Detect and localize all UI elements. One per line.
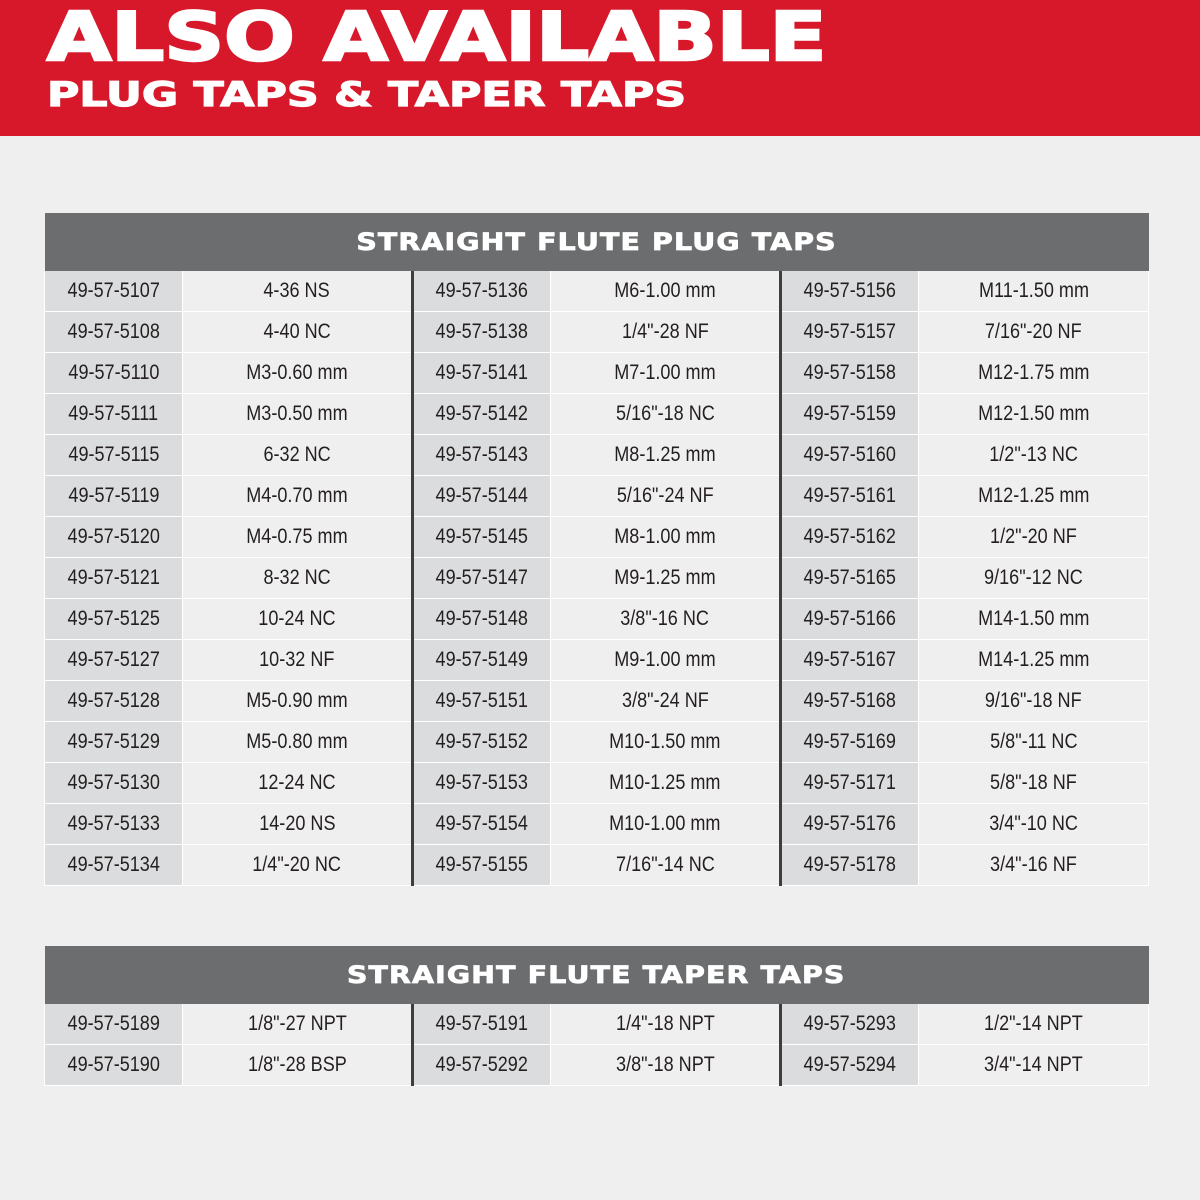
part-number: 49-57-5134 [67,853,160,876]
thread-size-cell [919,640,1149,681]
part-number-cell [781,599,919,640]
part-number: 49-57-5190 [67,1053,160,1076]
part-number-cell [45,1004,183,1045]
thread-size: 5/16"-24 NF [616,484,714,507]
part-number-cell [45,517,183,558]
part-number: 49-57-5152 [435,730,529,753]
part-number: 49-57-5167 [803,648,897,671]
part-number-cell [45,1045,183,1086]
part-number-cell [413,681,551,722]
thread-size-cell [919,517,1149,558]
part-number: 49-57-5159 [803,402,897,425]
thread-size-cell [183,394,413,435]
title-banner [0,0,1200,136]
part-number: 49-57-5138 [435,320,529,343]
part-number: 49-57-5147 [435,566,529,589]
table-row [45,394,1149,435]
part-number-cell [45,681,183,722]
part-number: 49-57-5128 [67,689,160,712]
part-number: 49-57-5143 [435,443,529,466]
thread-size-cell [183,312,413,353]
plug-taps-heading-text: STRAIGHT FLUTE PLUG TAPS [356,228,837,256]
thread-size: 1/4"-28 NF [621,320,709,343]
part-number: 49-57-5148 [435,607,529,630]
part-number-cell [413,640,551,681]
table-row [45,1004,1149,1045]
part-number-cell [413,1004,551,1045]
thread-size: 6-32 NC [263,443,331,466]
thread-size-cell [551,640,781,681]
thread-size-cell [919,845,1149,886]
thread-size: 4-40 NC [263,320,331,343]
thread-size-cell [551,353,781,394]
part-number-cell [413,722,551,763]
thread-size: 8-32 NC [263,566,331,589]
part-number: 49-57-5145 [435,525,529,548]
thread-size: M4-0.70 mm [246,484,348,507]
part-number: 49-57-5158 [803,361,897,384]
thread-size-cell [919,1045,1149,1086]
part-number: 49-57-5141 [435,361,529,384]
table-row [45,435,1149,476]
thread-size-cell [551,1004,781,1045]
thread-size: M3-0.50 mm [246,402,348,425]
thread-size-cell [919,353,1149,394]
part-number-cell [413,1045,551,1086]
thread-size: M10-1.50 mm [609,730,721,753]
part-number: 49-57-5153 [435,771,529,794]
part-number-cell [45,804,183,845]
taper-taps-body [45,1004,1149,1086]
part-number-cell [781,722,919,763]
thread-size: M9-1.25 mm [614,566,716,589]
part-number-cell [45,476,183,517]
table-row [45,353,1149,394]
part-number-cell [45,353,183,394]
thread-size-cell [183,599,413,640]
table-row [45,722,1149,763]
thread-size: 5/8"-11 NC [989,730,1078,753]
part-number: 49-57-5156 [803,279,897,302]
thread-size-cell [551,845,781,886]
thread-size: 1/8"-28 BSP [247,1053,347,1076]
part-number-cell [413,435,551,476]
part-number-cell [45,763,183,804]
table-row [45,640,1149,681]
banner-title: ALSO AVAILABLE [47,0,827,76]
part-number: 49-57-5136 [435,279,529,302]
thread-size-cell [919,271,1149,312]
part-number-cell [45,599,183,640]
thread-size-cell [183,271,413,312]
plug-taps-body [45,271,1149,886]
part-number-cell [413,394,551,435]
part-number-cell [45,722,183,763]
taper-taps-table [44,946,1149,1086]
thread-size: 1/4"-20 NC [252,853,342,876]
part-number: 49-57-5125 [67,607,160,630]
thread-size-cell [919,763,1149,804]
thread-size-cell [183,435,413,476]
part-number-cell [45,394,183,435]
thread-size: M10-1.25 mm [609,771,721,794]
part-number: 49-57-5119 [67,484,160,507]
part-number: 49-57-5161 [803,484,897,507]
thread-size-cell [551,476,781,517]
part-number: 49-57-5189 [67,1012,160,1035]
part-number-cell [781,804,919,845]
table-row [45,517,1149,558]
thread-size-cell [183,558,413,599]
thread-size-cell [551,763,781,804]
thread-size-cell [919,312,1149,353]
thread-size-cell [183,517,413,558]
table-row [45,804,1149,845]
thread-size-cell [919,435,1149,476]
part-number-cell [413,845,551,886]
thread-size: M14-1.25 mm [977,648,1090,671]
thread-size: M6-1.00 mm [614,279,716,302]
thread-size: 1/2"-20 NF [990,525,1077,548]
thread-size: M12-1.25 mm [977,484,1090,507]
thread-size-cell [183,476,413,517]
thread-size-cell [919,681,1149,722]
thread-size: 1/2"-13 NC [989,443,1078,466]
thread-size: 4-36 NS [263,279,331,302]
part-number-cell [781,435,919,476]
part-number-cell [781,476,919,517]
part-number: 49-57-5162 [803,525,897,548]
thread-size: M9-1.00 mm [614,648,716,671]
part-number: 49-57-5115 [67,443,160,466]
part-number: 49-57-5121 [67,566,160,589]
thread-size-cell [551,394,781,435]
table-row [45,476,1149,517]
thread-size-cell [919,599,1149,640]
thread-size-cell [551,435,781,476]
part-number-cell [781,394,919,435]
thread-size: M4-0.75 mm [246,525,348,548]
part-number: 49-57-5130 [67,771,160,794]
part-number-cell [413,804,551,845]
part-number: 49-57-5129 [67,730,160,753]
part-number-cell [781,681,919,722]
thread-size-cell [551,722,781,763]
part-number-cell [781,640,919,681]
thread-size-cell [183,845,413,886]
thread-size-cell [551,1045,781,1086]
thread-size-cell [551,599,781,640]
thread-size-cell [551,517,781,558]
table-row [45,681,1149,722]
part-number-cell [45,845,183,886]
thread-size: 5/16"-18 NC [615,402,715,425]
taper-taps-heading-text: STRAIGHT FLUTE TAPER TAPS [347,961,846,989]
plug-taps-table [44,213,1149,886]
table-row [45,763,1149,804]
thread-size-cell [919,558,1149,599]
thread-size: M11-1.50 mm [978,279,1089,302]
thread-size-cell [551,271,781,312]
thread-size: 9/16"-12 NC [984,566,1083,589]
thread-size-cell [919,1004,1149,1045]
table-row [45,271,1149,312]
thread-size-cell [183,640,413,681]
thread-size: M3-0.60 mm [246,361,348,384]
part-number-cell [45,640,183,681]
thread-size: 5/8"-18 NF [990,771,1077,794]
thread-size-cell [551,558,781,599]
part-number: 49-57-5166 [803,607,897,630]
thread-size-cell [183,1004,413,1045]
part-number-cell [781,312,919,353]
part-number-cell [781,763,919,804]
table-row [45,1045,1149,1086]
part-number: 49-57-5120 [67,525,160,548]
thread-size: 14-20 NS [258,812,336,835]
part-number-cell [781,517,919,558]
part-number: 49-57-5294 [803,1053,897,1076]
part-number-cell [781,558,919,599]
thread-size-cell [919,804,1149,845]
part-number-cell [45,558,183,599]
thread-size: 3/4"-14 NPT [984,1053,1083,1076]
thread-size-cell [919,394,1149,435]
thread-size-cell [183,722,413,763]
table-row [45,599,1149,640]
part-number-cell [413,599,551,640]
thread-size: 7/16"-14 NC [615,853,715,876]
table-row [45,845,1149,886]
thread-size: M8-1.00 mm [614,525,716,548]
part-number-cell [781,1045,919,1086]
part-number: 49-57-5111 [68,402,159,425]
part-number: 49-57-5107 [67,279,160,302]
thread-size-cell [551,681,781,722]
part-number-cell [45,435,183,476]
thread-size: M5-0.90 mm [246,689,348,712]
part-number: 49-57-5127 [67,648,160,671]
thread-size: M5-0.80 mm [246,730,348,753]
part-number-cell [45,271,183,312]
thread-size: 3/4"-10 NC [989,812,1078,835]
part-number-cell [413,476,551,517]
thread-size: M10-1.00 mm [609,812,721,835]
thread-size-cell [551,312,781,353]
thread-size: 10-32 NF [259,648,335,671]
part-number: 49-57-5178 [803,853,897,876]
thread-size-cell [183,353,413,394]
part-number-cell [781,1004,919,1045]
part-number-cell [413,271,551,312]
thread-size: 1/8"-27 NPT [247,1012,347,1035]
thread-size: 1/4"-18 NPT [615,1012,715,1035]
thread-size-cell [919,722,1149,763]
taper-taps-heading [45,946,1149,1004]
part-number-cell [781,845,919,886]
plug-taps-heading [45,213,1149,271]
part-number: 49-57-5155 [435,853,529,876]
thread-size: M12-1.50 mm [977,402,1090,425]
part-number-cell [413,517,551,558]
part-number: 49-57-5108 [67,320,160,343]
thread-size: 7/16"-20 NF [985,320,1082,343]
part-number: 49-57-5154 [435,812,529,835]
thread-size: 10-24 NC [258,607,336,630]
part-number: 49-57-5176 [803,812,897,835]
thread-size: 1/2"-14 NPT [984,1012,1083,1035]
thread-size: M7-1.00 mm [614,361,716,384]
thread-size: 9/16"-18 NF [985,689,1082,712]
part-number: 49-57-5133 [67,812,160,835]
part-number-cell [413,312,551,353]
thread-size: 3/4"-16 NF [990,853,1077,876]
part-number: 49-57-5157 [803,320,897,343]
part-number: 49-57-5142 [435,402,529,425]
part-number: 49-57-5165 [803,566,897,589]
banner-subtitle: PLUG TAPS & TAPER TAPS [47,75,687,115]
thread-size-cell [183,763,413,804]
part-number: 49-57-5292 [435,1053,529,1076]
part-number-cell [781,353,919,394]
part-number-cell [45,312,183,353]
part-number-cell [413,763,551,804]
part-number-cell [781,271,919,312]
thread-size: 12-24 NC [258,771,336,794]
table-row [45,558,1149,599]
thread-size-cell [183,804,413,845]
thread-size: 3/8"-18 NPT [615,1053,715,1076]
part-number: 49-57-5168 [803,689,897,712]
part-number: 49-57-5151 [435,689,529,712]
part-number: 49-57-5110 [67,361,160,384]
thread-size-cell [183,1045,413,1086]
thread-size-cell [183,681,413,722]
part-number-cell [413,353,551,394]
thread-size: 3/8"-24 NF [621,689,709,712]
part-number: 49-57-5169 [803,730,897,753]
part-number: 49-57-5149 [435,648,529,671]
thread-size-cell [551,804,781,845]
thread-size: M12-1.75 mm [977,361,1090,384]
thread-size: M8-1.25 mm [614,443,716,466]
table-row [45,312,1149,353]
part-number: 49-57-5144 [435,484,529,507]
part-number: 49-57-5160 [803,443,897,466]
part-number: 49-57-5293 [803,1012,897,1035]
thread-size: M14-1.50 mm [977,607,1090,630]
thread-size: 3/8"-16 NC [620,607,710,630]
part-number-cell [413,558,551,599]
part-number: 49-57-5171 [803,771,897,794]
part-number: 49-57-5191 [435,1012,529,1035]
thread-size-cell [919,476,1149,517]
